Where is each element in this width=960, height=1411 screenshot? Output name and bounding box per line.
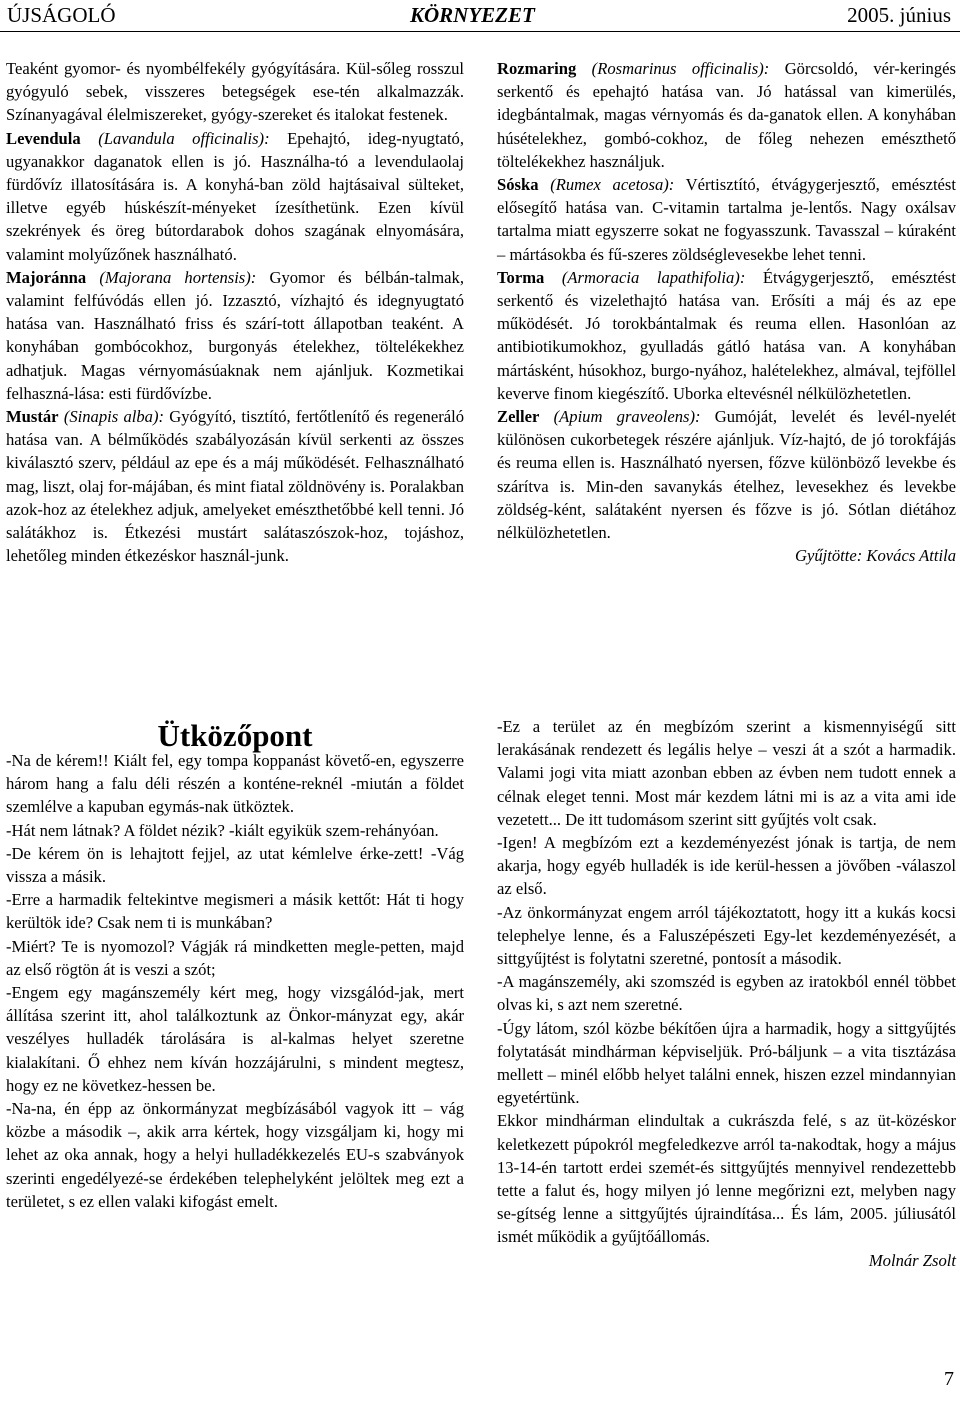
herb-description: Gyógyító, tisztító, fertőtlenítő és regeneráló hatása van. A bélműködés szabályozásán kívül serkenti az összes kiválasztó szerv, például az epe és a máj működését. Felhasználható mag, liszt, olaj for-májában, és mint fiatal zöldnövény is. Poralakban azok-hoz az ételekhez adjuk, amelyeket emészthetőbbé kell tenni. Jó salátákhoz is. Étkezési mustárt salátaszószok-hoz, tojáshoz, lehetőleg minden étkezéskor használ-junk. bbox=[6, 407, 465, 566]
article-title: Ütközőpont bbox=[157, 718, 313, 753]
header-divider bbox=[0, 31, 960, 32]
herb-entry-torma bbox=[497, 266, 956, 405]
article-paragraph: -Na-na, én épp az önkormányzat megbízásából vagyok itt – vág közbe a második –, akik arra kértek, hogy vizsgáljam ki, hogy mi lehet az oka annak, hogy a helyi hulladékkezelés EU-s szabványok szerinti engedélyezé-se érdekében telephelyként jelöltek meg ezt a területet, s ez ellen valaki kifogást emelt. bbox=[6, 1099, 464, 1211]
herb-entry-intro: Teaként gyomor- és nyombélfekély gyógyítására. Kül-sőleg rosszul gyógyuló sebek, visszeres betegségek ese-tén alkalmazzák. Színanyagával élelmiszereket, gyógy-szereket és italokat festenek. bbox=[6, 59, 464, 125]
herb-description: Gumóját, levelét és levél-nyelét különösen cukorbetegek részére ajánljuk. Víz-hajtó, de jó torokfájás és reuma ellen is. Használható nyersen, főzve különböző levekbe és szárítva is. Min-den savanykás ételhez, levesekhez és levekbe zöldség-ként, salátaként nyersen és főzve is jó. Sótlan diétához nélkülözhetetlen. bbox=[497, 407, 956, 543]
header-publication-name: ÚJSÁGOLÓ bbox=[7, 3, 116, 27]
herb-name: Torma bbox=[497, 267, 545, 287]
article-paragraph: -De kérem ön is lehajtott fejjel, az utat kémlelve érke-zett! -Vág vissza a másik. bbox=[6, 843, 464, 887]
herb-latin-name: (Sinapis alba): bbox=[63, 407, 165, 427]
herb-description: Vértisztító, étvágygerjesztő, emésztést elősegítő hatása van. C-vitamin tartalma je-lentős. Nagy oxálsav tartalma miatt egyszerre sokat ne fogyasszunk. Tavasszal – kúraként – mártásokba és fű-szeres zöldséglevesekbe lehet tenni. bbox=[497, 175, 956, 264]
herbs-column-left bbox=[6, 57, 464, 567]
herb-latin-name: (Lavandula officinalis): bbox=[98, 128, 270, 148]
herb-name: Sóska bbox=[497, 175, 539, 195]
article-paragraph: -Úgy látom, szól közbe békítően újra a harmadik, hogy a sittgyűjtés folytatását mindhárman képviseljük. Pró-báljunk – a vita tisztázása mellett – minél előbb helyet találni ennek, hiszen ezzel mindannyian egyetértünk. bbox=[497, 1018, 956, 1108]
header-section-title: KÖRNYEZET bbox=[410, 3, 535, 27]
herb-name: Levendula bbox=[6, 128, 81, 148]
herb-latin-name: (Rosmarinus officinalis): bbox=[591, 59, 770, 78]
article-paragraph: -Miért? Te is nyomozol? Vágják rá mindketten megle-petten, majd az első rögtön át is veszi a szót; bbox=[6, 936, 464, 979]
herb-entry-soska bbox=[497, 173, 956, 266]
header-date: 2005. június bbox=[847, 3, 951, 27]
article-paragraph: Ekkor mindhárman elindultak a cukrászda felé, s az üt-közéskor keletkezett púpokról megfeledkezve arról ta-nakodtak, hogy a május 13-14-én tartott erdei szemét-és sittgyűjtés mennyivel rendezettebb tette a falut és, hogy milyen jó lenne megőrizni ezt, melyben nagy se-gítség lenne a sittgyűjtés újraindítása... És lám, 2005. júliusától ismét működik a gyűjtőállomás. bbox=[497, 1111, 956, 1247]
herb-name: Zeller bbox=[497, 407, 540, 427]
herb-latin-name: (Rumex acetosa): bbox=[550, 175, 675, 195]
article-paragraph: -Az önkormányzat engem arról tájékoztatott, hogy itt a kukás kocsi telephelye lenne, és a Faluszépészeti Egy-let kezdeményezését, a sittgyűjtést is folytatni szeretné, pontosít a második. bbox=[497, 902, 956, 969]
article-paragraph: -Erre a harmadik feltekintve megismeri a másik kettőt: Hát ti hogy kerültök ide? Csak nem ti is munkában? bbox=[6, 890, 464, 933]
herb-name: Rozmaring bbox=[497, 59, 577, 78]
article-paragraph: -Igen! A megbízóm ezt a kezdeményezést jónak is tartja, de nem akarja, hogy egyéb hulladék is ide kerül-hessen a jövőben -válaszol az első. bbox=[497, 833, 956, 899]
article-paragraph: -Na de kérem!! Kiált fel, egy tompa koppanást követő-en, egyszerre három hang a falu déli részén a konténe-reknél -miután a földet szemlélve a kapuban egymás-nak ütköztek. bbox=[6, 751, 464, 817]
herb-entry-rozmaring bbox=[497, 57, 956, 173]
article-paragraph: -Engem egy magánszemély kért meg, hogy vizsgálód-jak, mert állítása szerint itt, ahol találkoztunk az Önkor-mányzat egy, akár veszélyes hulladék tárolására is al-kalmas helyet szeretne kialakítani. Ő ehhez nem kíván hozzájárulni, s mindent megtesz, hogy ez ne következ-hessen be. bbox=[6, 983, 464, 1095]
article-column-right bbox=[497, 715, 956, 1272]
herb-name: Mustár bbox=[6, 407, 59, 427]
herb-entry-levendula bbox=[6, 127, 464, 266]
article-paragraph: -Ez a terület az én megbízóm szerint a kismennyiségű sitt lerakásának rendezett és legális helye – veszi át a szót a harmadik. Valami jogi vita miatt azonban ebben az évben nem tudott ennek a célnak eleget tenni. Most már kezdem látni mi is az a vita ami ide vezetett... De itt tudomásom szerint sitt gyűjtés volt csak. bbox=[497, 717, 956, 829]
herb-entry-majoranna bbox=[6, 266, 464, 405]
herbs-signature: Gyűjtötte: Kovács Attila bbox=[795, 546, 956, 566]
herb-description: Epehajtó, ideg-nyugtató, ugyanakkor daganatok ellen is jó. Használha-tó a levendulaolaj fürdővíz illatosítására is. A konyhá-ban zöld hajtásaival sülteket, illetve egyéb húskészít-ményeket ízesíthetünk. Ezen kívül szekrények és öreg bútordarabok dohos szagának elnyomására, valamint molyűzőnek használható. bbox=[6, 128, 465, 264]
herbs-column-right bbox=[497, 57, 956, 567]
herb-description: Görcsoldó, vér-keringés serkentő és epehajtó hatása van. Jó hatással van kimerülés, idegbántalmak, magas vérnyomás és da-ganatok ellen. A konyhában húsételekhez, gombó-cokhoz, de főleg nehezen emészthető töltelékekhez használjuk. bbox=[497, 59, 956, 171]
article-signature: Molnár Zsolt bbox=[868, 1250, 956, 1270]
herb-description: Gyomor és bélbán-talmak, valamint felfúvódás ellen jó. Izzasztó, vízhajtó és idegnyugtató hatása van. Használható friss és szárí-tott állapotban teaként. A konyhában gombócokhoz, burgonyás ételekhez, töltelékekhez adhatjuk. Magas vérnyomásúaknak nem ajánljuk. Kozmetikai felhaszná-lása: esti fürdővízbe. bbox=[6, 267, 464, 403]
herb-entry-zeller bbox=[497, 405, 956, 544]
herb-latin-name: (Apium graveolens): bbox=[553, 407, 701, 427]
article-column-left bbox=[6, 749, 464, 1213]
article-paragraph: -Hát nem látnak? A földet nézik? -kiált egyikük szem-rehányóan. bbox=[6, 820, 439, 840]
herb-description: Étvágygerjesztő, emésztést serkentő és vizelethajtó hatása van. Erősíti a máj és az epe működését. Jó torokbántalmak és reuma ellen. Hasonlóan az antibiotikumokhoz, gyulladás gátló hatása van. A konyhában mártásként, húsokhoz, burgo-nyához, halételekhez, almával, tejföllel keverve finom kiegészítő. Uborka eltevésnél nélkülözhetetlen. bbox=[497, 267, 956, 403]
herb-latin-name: (Armoracia lapathifolia): bbox=[561, 267, 746, 287]
herb-entry-mustar bbox=[6, 405, 464, 567]
herb-latin-name: (Majorana hortensis): bbox=[99, 267, 257, 287]
page-number: 7 bbox=[944, 1368, 954, 1390]
page-header bbox=[0, 0, 960, 30]
herb-name: Majoránna bbox=[6, 267, 87, 287]
article-paragraph: -A magánszemély, aki szomszéd is egyben az iratokból ennél többet olvas ki, s azt nem szeretné. bbox=[497, 972, 956, 1015]
